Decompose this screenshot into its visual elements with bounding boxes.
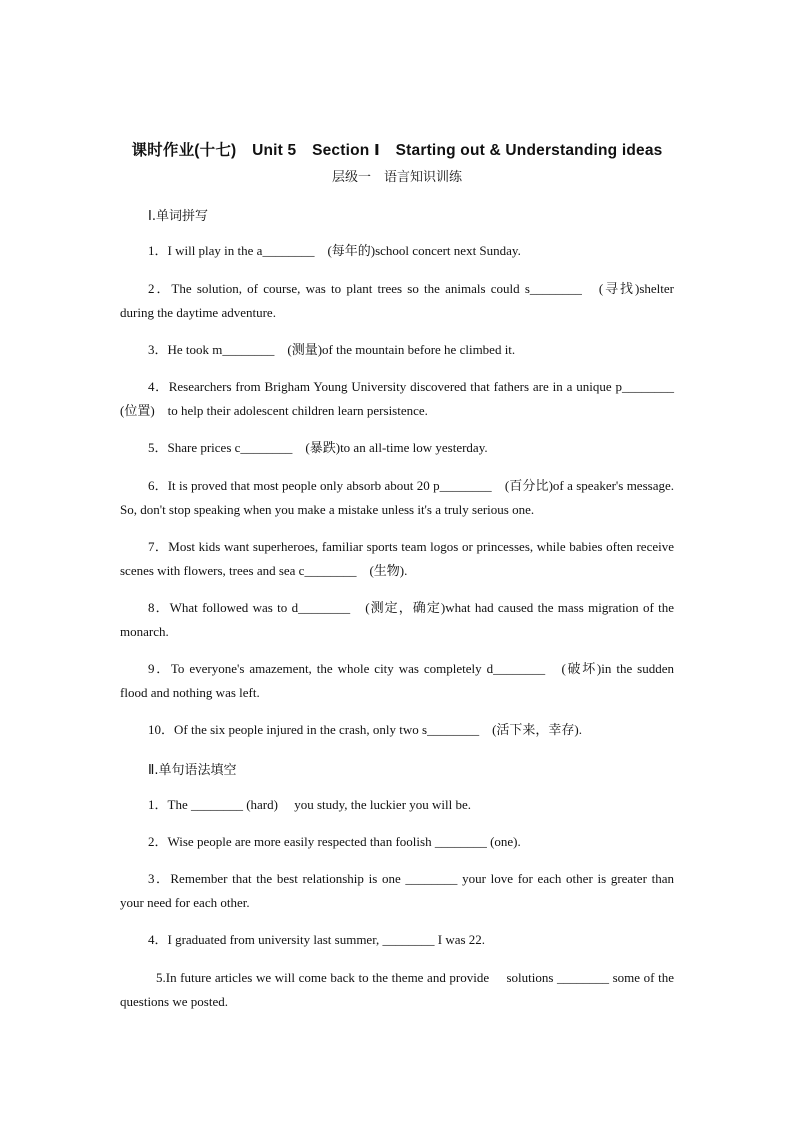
question-grammar-4: 4．I graduated from university last summer, ________ I was 22. bbox=[148, 932, 486, 947]
question-spelling-5: 5．Share prices c________ (暴跌)to an all-time low yesterday. bbox=[148, 440, 488, 455]
question-spelling-9: 9．To everyone's amazement, the whole city was completely d________ (破坏)in the sudden flood and nothing was left. bbox=[120, 661, 674, 700]
question-grammar-1: 1．The ________ (hard) you study, the luckier you will be. bbox=[148, 797, 472, 812]
section-heading-grammar: Ⅱ.单句语法填空 bbox=[148, 763, 237, 778]
question-spelling-10: 10．Of the six people injured in the crash, only two s________ (活下来，幸存). bbox=[148, 722, 582, 737]
question-spelling-6: 6．It is proved that most people only absorb about 20 p________ (百分比)of a speaker's message. So, don't stop speaking when you make a mistake unless it's a truly serious one. bbox=[120, 478, 674, 517]
question-spelling-3: 3．He took m________ (测量)of the mountain before he climbed it. bbox=[148, 342, 516, 357]
section-heading-spelling: Ⅰ.单词拼写 bbox=[148, 209, 208, 224]
question-spelling-4: 4．Researchers from Brigham Young University discovered that fathers are in a unique p________ (位置) to help their adolescent children learn persistence. bbox=[120, 379, 688, 418]
question-spelling-1: 1．I will play in the a________ (每年的)school concert next Sunday. bbox=[148, 243, 521, 258]
question-grammar-2: 2．Wise people are more easily respected than foolish ________ (one). bbox=[148, 834, 521, 849]
question-grammar-5: 5.In future articles we will come back to the theme and provide solutions ________ some of the questions we posted. bbox=[120, 970, 674, 1009]
page-subtitle: 层级一 语言知识训练 bbox=[331, 170, 462, 185]
page-title: 课时作业(十七) Unit 5 Section Ⅰ Starting out & Understanding ideas bbox=[131, 142, 663, 159]
question-grammar-3: 3．Remember that the best relationship is one ________ your love for each other is greater than your need for each other. bbox=[120, 871, 674, 910]
question-spelling-8: 8．What followed was to d________ (测定，确定)what had caused the mass migration of the monarch. bbox=[120, 600, 674, 639]
question-spelling-7: 7．Most kids want superheroes, familiar sports team logos or princesses, while babies often receive scenes with flowers, trees and sea c________ (生物). bbox=[120, 539, 674, 578]
question-spelling-2: 2．The solution, of course, was to plant trees so the animals could s________ (寻找)shelter during the daytime adventure. bbox=[120, 281, 674, 320]
